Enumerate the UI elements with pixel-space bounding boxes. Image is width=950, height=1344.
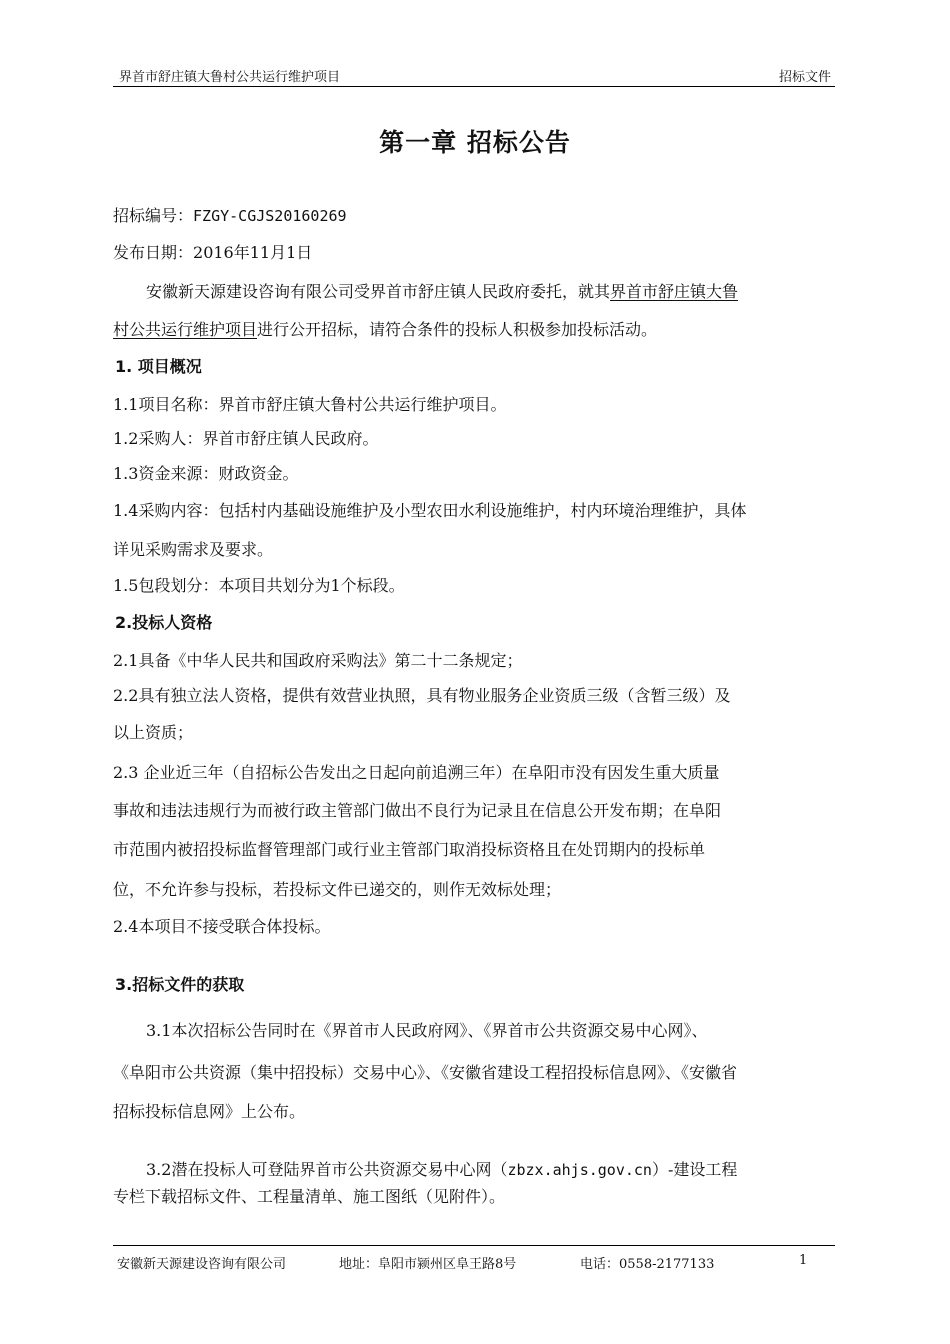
intro-project-name-1: 界首市舒庄镇大鲁: [610, 282, 739, 301]
section1-heading: 1. 项目概况: [115, 357, 202, 376]
bid-code-line: [113, 206, 347, 226]
section1-item: 1.4采购内容：包括村内基础设施维护及小型农田水利设施维护，村内环境治理维护，具体: [113, 501, 747, 520]
section2-item: 市范围内被招投标监督管理部门或行业主管部门取消投标资格且在处罚期内的投标单: [113, 840, 706, 859]
section3-para2-line-2: 专栏下载招标文件、工程量清单、施工图纸（见附件）。: [113, 1187, 506, 1206]
section1-item: 1.3资金来源：财政资金。: [113, 464, 299, 483]
section2-item: 2.1具备《中华人民共和国政府采购法》第二十二条规定；: [113, 651, 523, 670]
intro-project-name-2: 村公共运行维护项目: [113, 320, 258, 339]
header-doc-type: 招标文件: [778, 70, 831, 85]
intro-line-2: [113, 320, 657, 340]
footer-address: 地址：阜阳市颍州区阜王路8号: [339, 1257, 517, 1272]
section2-item: 2.3 企业近三年（自招标公告发出之日起向前追溯三年）在阜阳市没有因发生重大质量: [113, 763, 720, 782]
page-footer: [113, 1245, 835, 1276]
publish-date-label: 发布日期：: [113, 243, 194, 262]
section3-para1-line: 招标投标信息网》上公布。: [113, 1102, 306, 1121]
section1-item: 详见采购需求及要求。: [113, 540, 274, 559]
publish-date-value: 2016年11月1日: [193, 243, 313, 262]
bid-code-label: 招标编号：: [113, 206, 194, 225]
section3-para2-text-a: 3.2潜在投标人可登陆界首市公共资源交易中心网（: [146, 1160, 508, 1179]
intro-line-1: [146, 282, 738, 302]
section3-para1-line: 3.1本次招标公告同时在《界首市人民政府网》、《界首市公共资源交易中心网》、: [146, 1021, 708, 1040]
publish-date-line: [113, 243, 312, 263]
section1-item: 1.5包段划分：本项目共划分为1个标段。: [113, 576, 405, 595]
section2-item: 事故和违法违规行为而被行政主管部门做出不良行为记录且在信息公开发布期；在阜阳: [113, 801, 722, 820]
bid-code-value: FZGY-CGJS20160269: [193, 207, 347, 225]
section3-para2-text-b: ）-建设工程: [651, 1160, 738, 1179]
footer-company: 安徽新天源建设咨询有限公司: [117, 1257, 287, 1272]
chapter-title: 第一章 招标公告: [379, 128, 571, 157]
section3-para2-line-1: [146, 1160, 737, 1180]
footer-phone: 电话：0558-2177133: [580, 1257, 715, 1272]
trade-center-url: zbzx.ahjs.gov.cn: [507, 1161, 652, 1179]
header-project-name: 界首市舒庄镇大鲁村公共运行维护项目: [119, 70, 341, 85]
section2-item: 位，不允许参与投标，若投标文件已递交的，则作无效标处理；: [113, 880, 562, 899]
section2-item: 2.4本项目不接受联合体投标。: [113, 917, 331, 936]
section3-para1-line: 《阜阳市公共资源（集中招投标）交易中心》、《安徽省建设工程招投标信息网》、《安徽省: [113, 1063, 738, 1082]
section1-item: 1.1项目名称：界首市舒庄镇大鲁村公共运行维护项目。: [113, 395, 507, 414]
intro-text-2: 进行公开招标，请符合条件的投标人积极参加投标活动。: [257, 320, 658, 339]
section2-item: 2.2具有独立法人资格，提供有效营业执照，具有物业服务企业资质三级（含暂三级）及: [113, 686, 731, 705]
section2-item: 以上资质；: [113, 723, 194, 742]
intro-text-1: 安徽新天源建设咨询有限公司受界首市舒庄镇人民政府委托，就其: [146, 282, 611, 301]
section3-heading: 3.招标文件的获取: [115, 975, 245, 994]
section2-heading: 2.投标人资格: [115, 613, 213, 632]
page-header: [113, 64, 835, 87]
page-number: 1: [799, 1253, 808, 1268]
section1-item: 1.2采购人：界首市舒庄镇人民政府。: [113, 429, 379, 448]
